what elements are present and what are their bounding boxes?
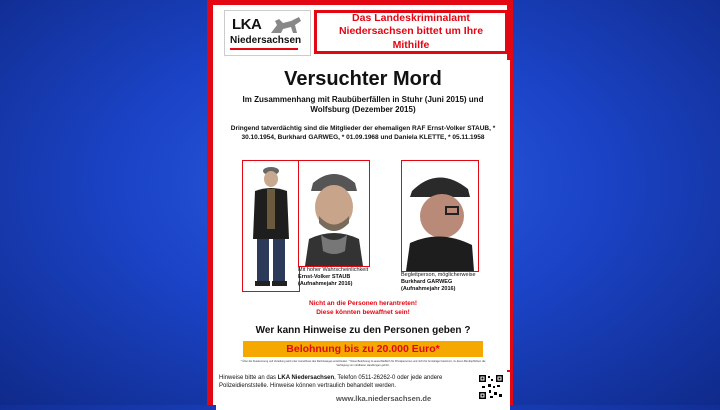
caption-staub-year: (Aufnahmejahr 2016) [298, 281, 353, 288]
logo-abbr: LKA [232, 16, 262, 33]
poster-subtitle: Im Zusammenhang mit Raubüberfällen in Stuhr (Juni 2015) und Wolfsburg (Dezember 2015) [242, 95, 484, 115]
appeal-text: Das Landeskriminalamt Niedersachsen bittet um Ihre Mithilfe [317, 13, 505, 51]
reward-banner: Belohnung bis zu 20.000 Euro* [243, 341, 483, 357]
caption-staub-name: Ernst-Volker STAUB [298, 274, 351, 281]
warning-line-2: Diese könnten bewaffnet sein! [316, 308, 410, 316]
photo-garweg [401, 160, 479, 272]
fineprint: * Über die Zuerkennung und Verteilung wird unter Ausschluss des Rechtsweges entschieden. * Diese Belohnung ist ausschließlich für Privatpersonen und nicht für Amtsträger bestimmt, zu deren Berufspflichten die Verfolgung von strafbaren Handlungen gehört. [240, 360, 486, 367]
caption-staub [298, 267, 388, 288]
caption-garweg-name: Burkhard GARWEG [401, 279, 453, 286]
poster-body [216, 60, 510, 370]
footer-text [219, 374, 474, 390]
footer-text-bold: LKA Niedersachsen [277, 375, 335, 381]
person-full-body-icon [243, 161, 299, 291]
caption-garweg [401, 272, 491, 293]
warning-line-1: Nicht an die Personen herantreten! [309, 300, 417, 307]
poster-inner [213, 5, 507, 405]
horse-icon [269, 15, 303, 35]
qr-code-icon[interactable] [478, 374, 504, 400]
portrait-garweg-icon [402, 161, 478, 271]
warning-text [216, 300, 510, 318]
question-text: Wer kann Hinweise zu den Personen geben ? [255, 325, 471, 336]
footer-text-pre: Hinweise bitte an das [219, 375, 278, 381]
poster-title: Versuchter Mord [284, 68, 442, 90]
footer-text-post: , Telefon 0511-26262-0 oder jede andere Polizeidienststelle. Hinweise können vertraulich behandelt werden. [219, 375, 443, 390]
portrait-staub-icon [299, 161, 369, 266]
logo-name: Niedersachsen [230, 35, 302, 46]
logo-underline [230, 48, 298, 50]
caption-garweg-year: (Aufnahmejahr 2016) [401, 286, 456, 293]
suspects-text: Dringend tatverdächtig sind die Mitglieder der ehemaligen RAF Ernst-Volker STAUB, * 30.10.1954, Burkhard GARWEG, * 01.09.1968 und Daniela KLETTE, * 05.11.1958 [230, 125, 496, 142]
lka-logo [224, 10, 311, 56]
photo-staub [298, 160, 370, 267]
appeal-box [314, 10, 508, 54]
poster-footer [216, 372, 510, 410]
wanted-poster [207, 0, 513, 405]
caption-staub-note: Mit hoher Wahrscheinlichkeit [298, 267, 369, 273]
footer-url-link[interactable]: www.lka.niedersachsen.de [336, 394, 432, 403]
caption-garweg-note: Begleitperson, möglicherweise [401, 272, 476, 278]
photo-full-body [242, 160, 300, 292]
